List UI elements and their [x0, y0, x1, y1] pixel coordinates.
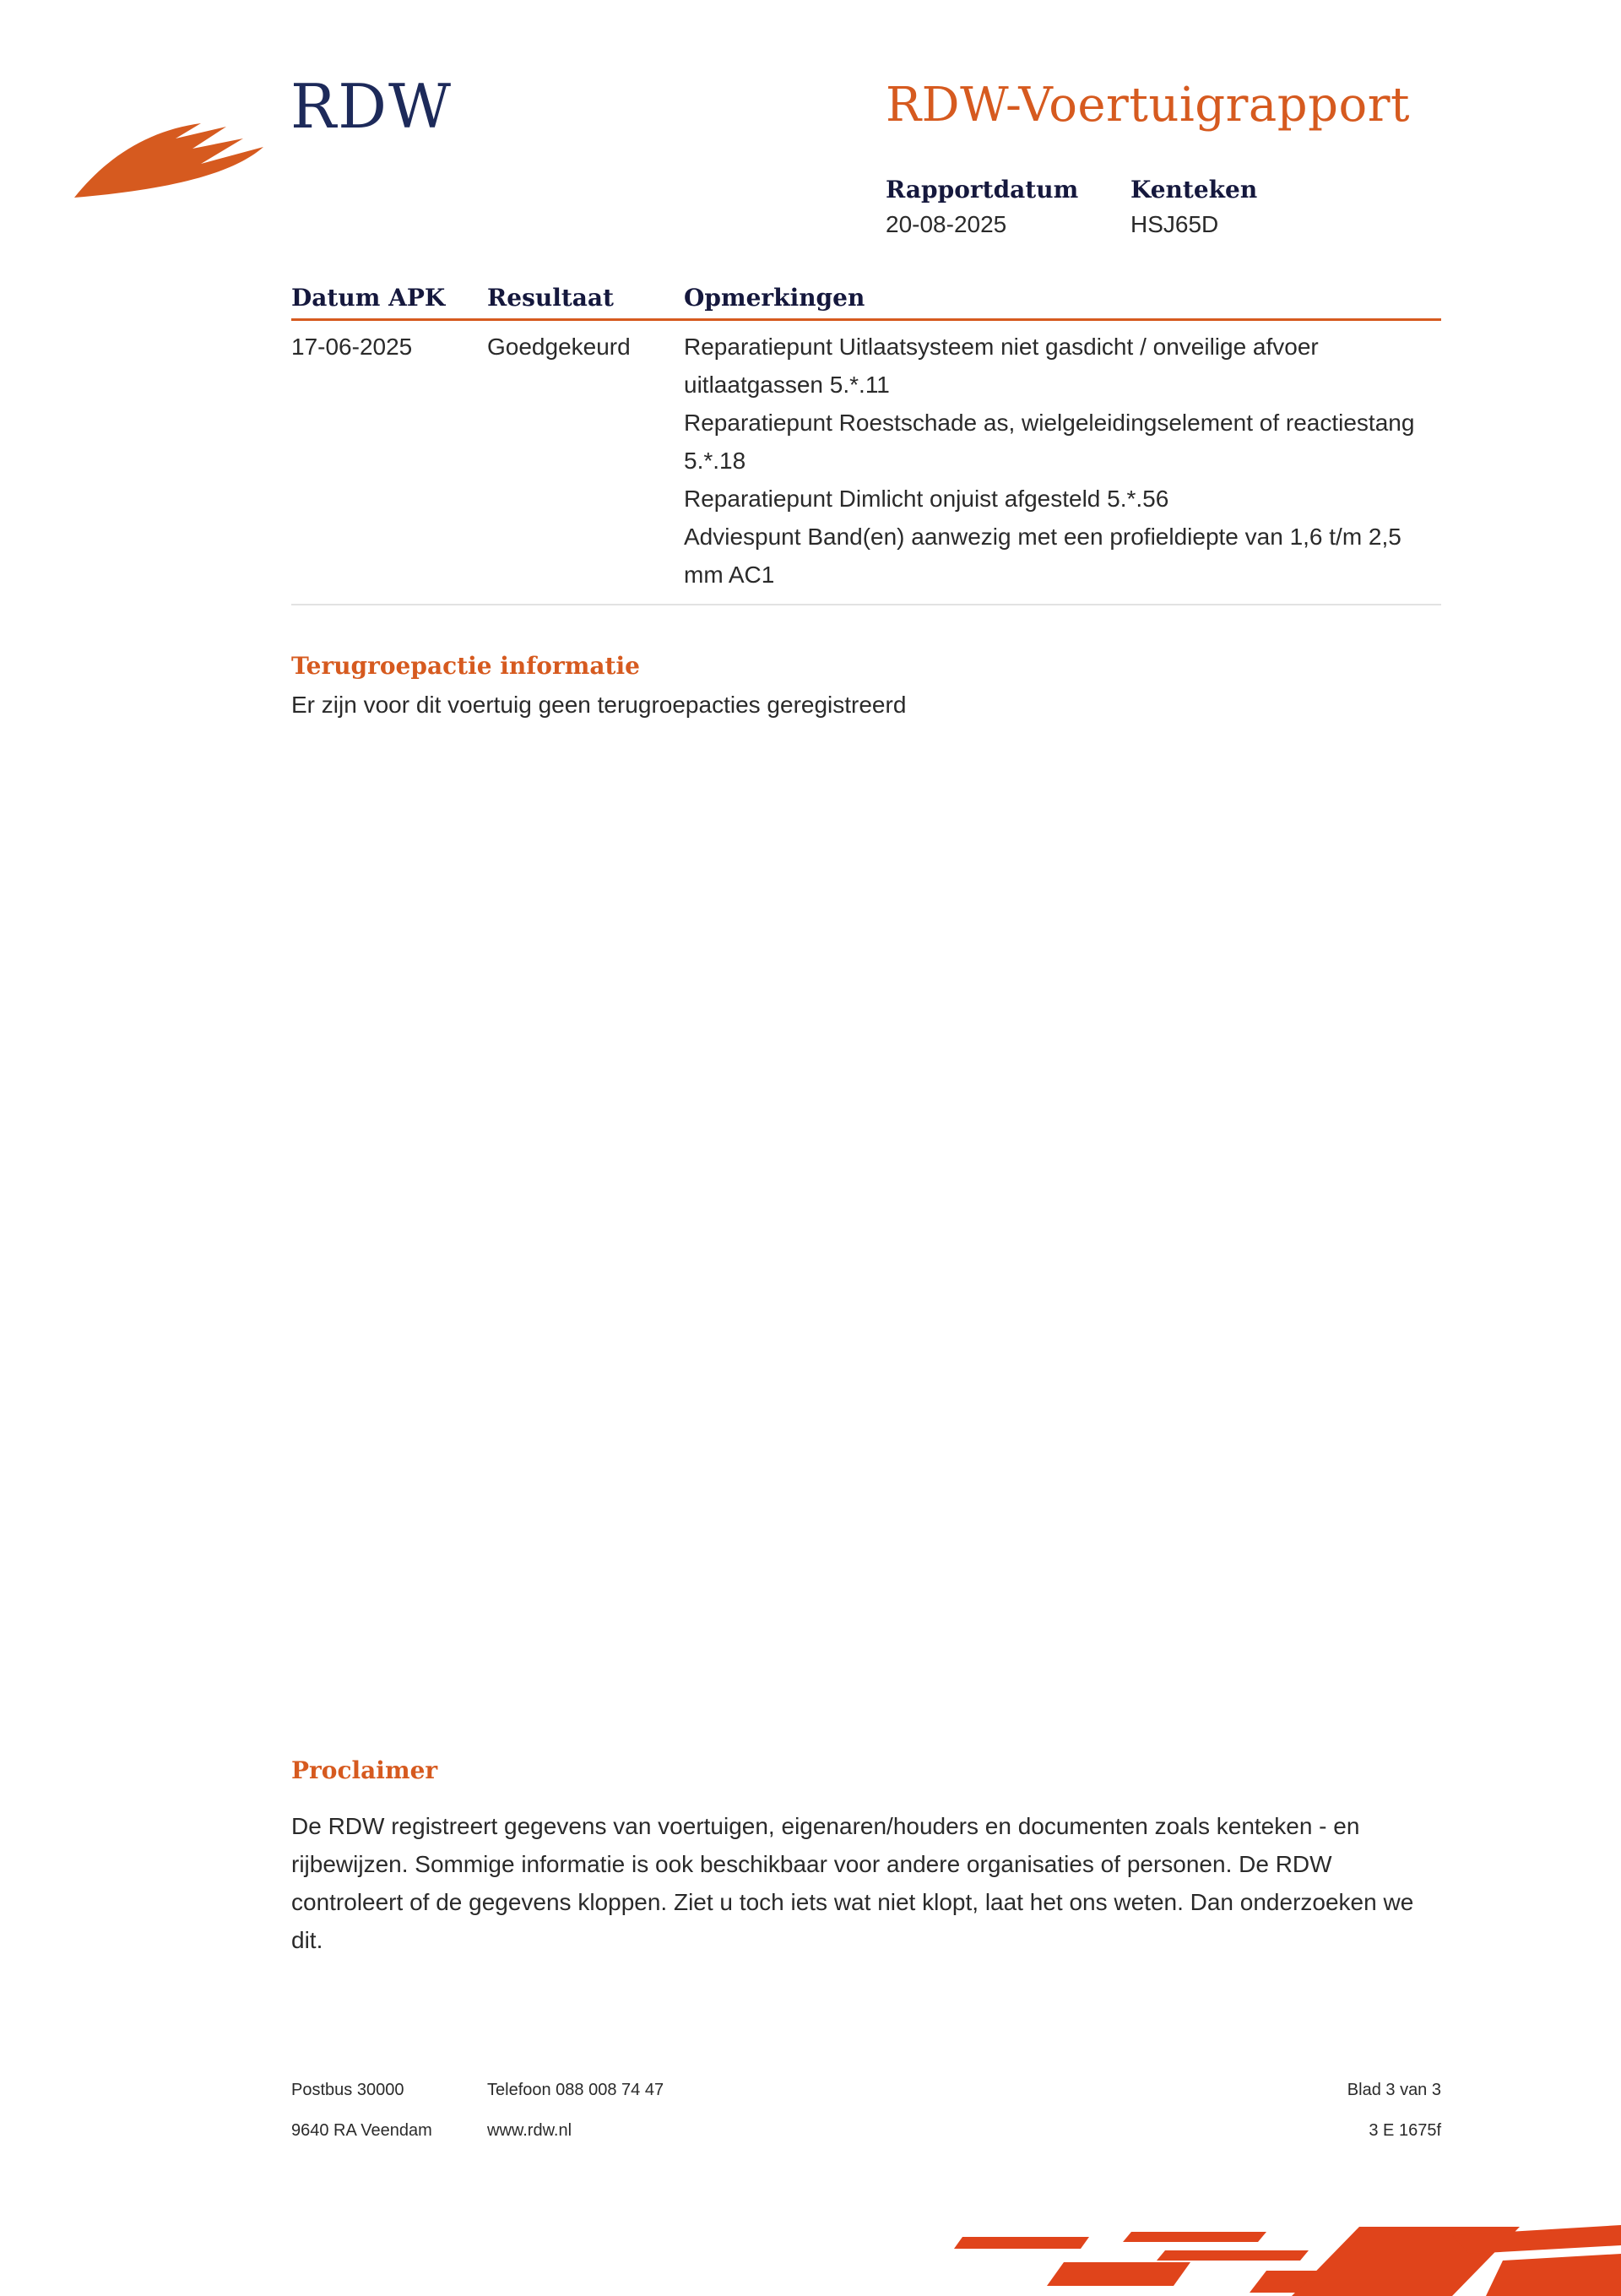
proclaimer-title: Proclaimer [291, 1756, 438, 1784]
apk-remarks [684, 320, 1441, 605]
recall-title: Terugroepactie informatie [291, 652, 640, 680]
table-row [291, 320, 1441, 605]
report-date-value: 20-08-2025 [886, 211, 1007, 237]
remark-item: Adviespunt Band(en) aanwezig met een profieldiepte van 1,6 t/m 2,5 mm AC1 [684, 524, 1401, 588]
license-plate-label: Kenteken [1130, 176, 1258, 204]
apk-table [291, 284, 1441, 605]
table-header-row [291, 284, 1441, 320]
apk-result: Goedgekeurd [487, 320, 684, 605]
brand-name: RDW [290, 71, 453, 142]
remark-item: Reparatiepunt Uitlaatsysteem niet gasdicht / onveilige afvoer uitlaatgassen 5.*.11 [684, 334, 1319, 398]
column-header-date: Datum APK [291, 284, 487, 320]
report-date-label: Rapportdatum [886, 176, 1079, 204]
remark-item: Reparatiepunt Roestschade as, wielgeleidingselement of reactiestang 5.*.18 [684, 410, 1415, 474]
report-title: RDW-Voertuigrapport [886, 78, 1410, 133]
footer-doc-code: 3 E 1675f [1369, 2121, 1441, 2140]
decorative-stripes-icon [912, 2220, 1621, 2296]
footer-postbus: Postbus 30000 [291, 2081, 404, 2099]
footer-page-number: Blad 3 van 3 [1347, 2081, 1441, 2099]
rdw-wing-icon [74, 105, 263, 198]
recall-text: Er zijn voor dit voertuig geen terugroepacties geregistreerd [291, 692, 907, 718]
license-plate-value: HSJ65D [1130, 211, 1219, 237]
column-header-remarks: Opmerkingen [684, 284, 1441, 320]
column-header-result: Resultaat [487, 284, 684, 320]
apk-date: 17-06-2025 [291, 320, 487, 605]
footer-website[interactable]: www.rdw.nl [487, 2121, 572, 2140]
footer-phone: Telefoon 088 008 74 47 [487, 2081, 664, 2099]
proclaimer-text: De RDW registreert gegevens van voertuigen, eigenaren/houders en documenten zoals kenteken - en rijbewijzen. Sommige informatie is ook beschikbaar voor andere organisaties of personen. De RDW controleert of de gegevens kloppen. Ziet u toch iets wat niet klopt, laat het ons weten. Dan onderzoeken we dit. [291, 1813, 1414, 1953]
remark-item: Reparatiepunt Dimlicht onjuist afgesteld 5.*.56 [684, 486, 1169, 512]
footer-city: 9640 RA Veendam [291, 2121, 432, 2140]
